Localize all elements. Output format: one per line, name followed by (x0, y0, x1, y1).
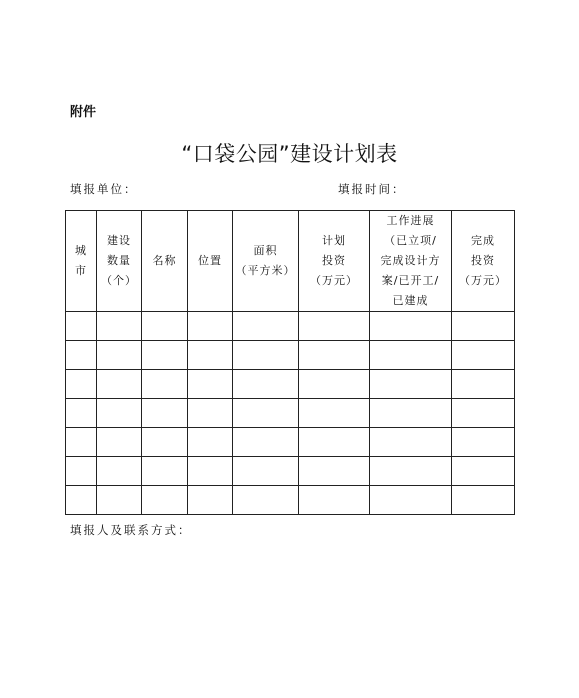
reporter-label: 填报人及联系方式： (70, 523, 192, 537)
table-cell (97, 486, 142, 515)
table-cell (370, 312, 452, 341)
table-cell (142, 312, 188, 341)
header-area (233, 211, 299, 312)
header-completed-investment-text: 完成 投资 （万元） (459, 234, 507, 287)
table-cell (452, 312, 515, 341)
table-cell (452, 486, 515, 515)
header-planned-investment-text: 计划 投资 （万元） (310, 234, 358, 287)
table-cell (188, 428, 233, 457)
table-cell (97, 341, 142, 370)
table-cell (299, 312, 370, 341)
table-cell (299, 370, 370, 399)
table-cell (452, 399, 515, 428)
table-cell (66, 370, 97, 399)
table-cell (299, 457, 370, 486)
header-count-text: 建设 数量 （个） (101, 234, 137, 287)
table-cell (233, 370, 299, 399)
table-cell (233, 312, 299, 341)
table-cell (370, 486, 452, 515)
table-cell (66, 486, 97, 515)
table-cell (233, 341, 299, 370)
table-cell (188, 312, 233, 341)
table-cell (142, 399, 188, 428)
table-cell (233, 428, 299, 457)
header-planned-investment (299, 211, 370, 312)
table-cell (66, 428, 97, 457)
table-cell (188, 486, 233, 515)
table-cell (370, 370, 452, 399)
table-cell (370, 457, 452, 486)
table-cell (97, 370, 142, 399)
table-cell (142, 428, 188, 457)
header-count (97, 211, 142, 312)
table-cell (188, 399, 233, 428)
header-location-text: 位置 (198, 254, 222, 267)
table-cell (452, 341, 515, 370)
table-cell (452, 428, 515, 457)
table-cell (370, 428, 452, 457)
table-cell (188, 341, 233, 370)
table-cell (66, 312, 97, 341)
fill-unit-label: 填报单位： (70, 182, 138, 196)
table-cell (142, 370, 188, 399)
header-name (142, 211, 188, 312)
header-completed-investment (452, 211, 515, 312)
table-row (66, 486, 515, 515)
page-title: “口袋公园”建设计划表 (181, 142, 398, 166)
header-location (188, 211, 233, 312)
table-cell (233, 486, 299, 515)
table-cell (97, 312, 142, 341)
table-cell (66, 399, 97, 428)
table-cell (299, 341, 370, 370)
table-cell (452, 370, 515, 399)
table-row (66, 399, 515, 428)
table-cell (370, 399, 452, 428)
table-cell (142, 486, 188, 515)
table-cell (97, 457, 142, 486)
table-row (66, 312, 515, 341)
header-city-text: 城 市 (75, 244, 87, 277)
table-cell (188, 457, 233, 486)
table-cell (66, 457, 97, 486)
table-cell (299, 486, 370, 515)
table-cell (97, 428, 142, 457)
plan-table (65, 210, 515, 515)
header-name-text: 名称 (152, 254, 177, 267)
table-row (66, 341, 515, 370)
table-cell (188, 370, 233, 399)
table-cell (299, 428, 370, 457)
table-row (66, 370, 515, 399)
table-cell (233, 399, 299, 428)
header-area-text: 面积 （平方米） (235, 244, 296, 277)
table-cell (66, 341, 97, 370)
table-cell (233, 457, 299, 486)
table-cell (299, 399, 370, 428)
table-cell (142, 457, 188, 486)
table-cell (142, 341, 188, 370)
table-cell (97, 399, 142, 428)
header-progress-text: 工作进展 （已立项/ 完成设计方 案/已开工/ 已建成 (380, 214, 441, 307)
table-row (66, 457, 515, 486)
table-row (66, 428, 515, 457)
header-row (66, 211, 515, 312)
table-cell (370, 341, 452, 370)
header-city (66, 211, 97, 312)
table-cell (452, 457, 515, 486)
table-body (66, 312, 515, 515)
fill-time-label: 填报时间： (338, 182, 406, 196)
header-progress (370, 211, 452, 312)
attachment-label: 附件 (70, 105, 97, 120)
